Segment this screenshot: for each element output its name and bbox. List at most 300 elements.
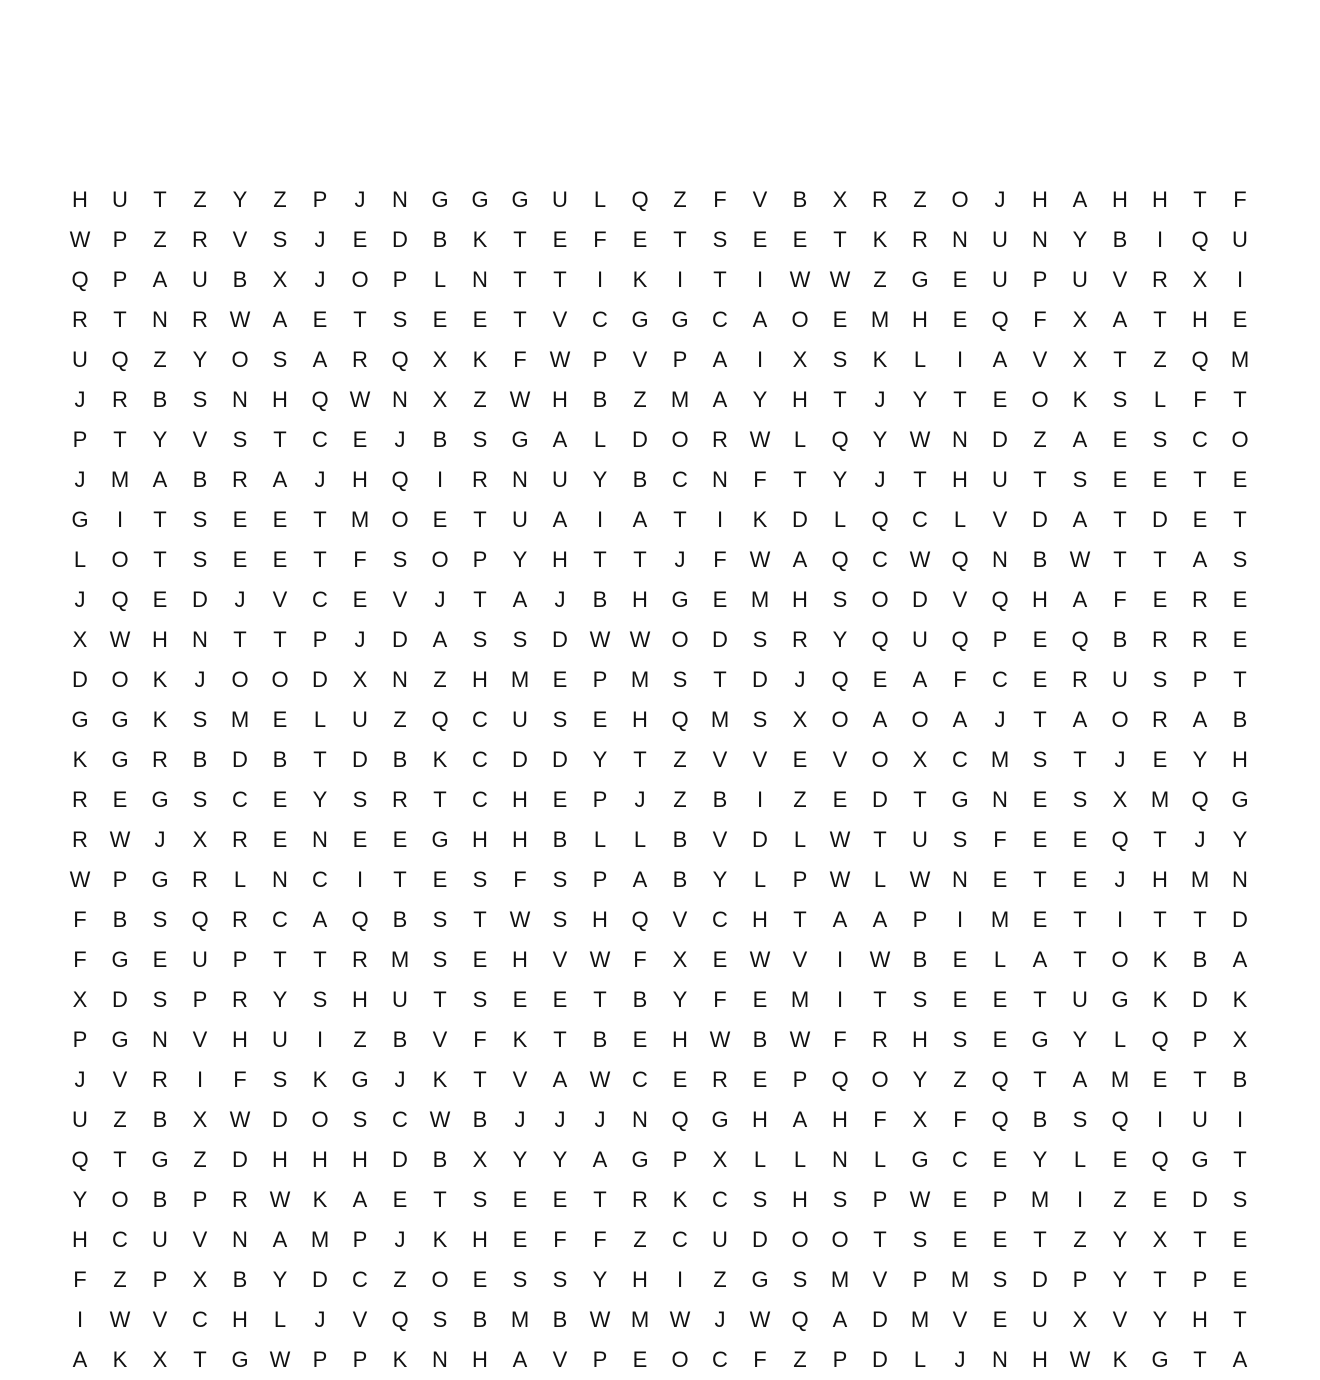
grid-letter[interactable]: T <box>313 507 327 532</box>
grid-letter[interactable]: M <box>1110 1067 1130 1092</box>
grid-letter[interactable]: F <box>1113 587 1127 612</box>
grid-letter[interactable]: N <box>952 227 968 252</box>
grid-letter[interactable]: T <box>273 947 287 972</box>
grid-letter[interactable]: C <box>912 507 928 532</box>
grid-letter[interactable]: W <box>829 267 851 292</box>
grid-letter[interactable]: U <box>1192 1107 1208 1132</box>
grid-letter[interactable]: S <box>992 1267 1008 1292</box>
grid-letter[interactable]: E <box>632 227 648 252</box>
grid-letter[interactable]: K <box>1232 987 1248 1012</box>
grid-letter[interactable]: A <box>152 267 168 292</box>
grid-letter[interactable]: W <box>909 427 931 452</box>
grid-letter[interactable]: E <box>152 947 168 972</box>
grid-letter[interactable]: X <box>472 1147 488 1172</box>
grid-letter[interactable]: X <box>912 1107 928 1132</box>
grid-letter[interactable]: S <box>752 627 768 652</box>
grid-letter[interactable]: Z <box>713 1267 727 1292</box>
grid-letter[interactable]: E <box>1032 627 1048 652</box>
grid-letter[interactable]: F <box>593 1227 607 1252</box>
grid-letter[interactable]: A <box>1192 547 1208 572</box>
grid-letter[interactable]: J <box>394 1067 406 1092</box>
grid-letter[interactable]: E <box>952 987 968 1012</box>
grid-letter[interactable]: T <box>513 227 527 252</box>
grid-letter[interactable]: V <box>552 1347 568 1372</box>
grid-letter[interactable]: T <box>1233 507 1247 532</box>
grid-letter[interactable]: R <box>1152 707 1168 732</box>
grid-letter[interactable]: B <box>752 1027 768 1052</box>
grid-letter[interactable]: D <box>392 227 408 252</box>
grid-letter[interactable]: W <box>589 627 611 652</box>
grid-letter[interactable]: R <box>792 627 808 652</box>
grid-letter[interactable]: Q <box>1191 227 1209 252</box>
grid-letter[interactable]: T <box>553 1027 567 1052</box>
grid-letter[interactable]: R <box>72 787 88 812</box>
grid-letter[interactable]: L <box>953 507 967 532</box>
grid-letter[interactable]: T <box>473 907 487 932</box>
grid-letter[interactable]: O <box>871 747 889 772</box>
grid-letter[interactable]: Q <box>431 707 449 732</box>
grid-letter[interactable]: X <box>712 1147 728 1172</box>
grid-letter[interactable]: N <box>392 387 408 412</box>
grid-letter[interactable]: U <box>72 1107 88 1132</box>
grid-letter[interactable]: E <box>272 707 288 732</box>
grid-letter[interactable]: P <box>392 267 408 292</box>
grid-letter[interactable]: Z <box>673 787 687 812</box>
grid-letter[interactable]: Z <box>193 187 207 212</box>
grid-letter[interactable]: S <box>392 547 408 572</box>
grid-letter[interactable]: Z <box>1113 1187 1127 1212</box>
grid-letter[interactable]: M <box>230 707 250 732</box>
grid-letter[interactable]: Y <box>1152 1307 1168 1332</box>
grid-letter[interactable]: E <box>792 227 808 252</box>
grid-letter[interactable]: O <box>431 1267 449 1292</box>
grid-letter[interactable]: E <box>792 747 808 772</box>
grid-letter[interactable]: B <box>192 747 208 772</box>
grid-letter[interactable]: T <box>1193 187 1207 212</box>
grid-letter[interactable]: E <box>832 307 848 332</box>
grid-letter[interactable]: E <box>992 387 1008 412</box>
grid-letter[interactable]: J <box>714 1307 726 1332</box>
grid-letter[interactable]: E <box>952 1227 968 1252</box>
grid-letter[interactable]: D <box>712 627 728 652</box>
grid-letter[interactable]: H <box>752 1107 768 1132</box>
grid-letter[interactable]: G <box>671 307 689 332</box>
grid-letter[interactable]: M <box>1230 347 1250 372</box>
grid-letter[interactable]: Q <box>71 1147 89 1172</box>
grid-letter[interactable]: V <box>552 947 568 972</box>
grid-letter[interactable]: S <box>1032 747 1048 772</box>
grid-letter[interactable]: F <box>1233 187 1247 212</box>
grid-letter[interactable]: O <box>351 267 369 292</box>
grid-letter[interactable]: U <box>1072 267 1088 292</box>
grid-letter[interactable]: T <box>1153 827 1167 852</box>
grid-letter[interactable]: T <box>193 1347 207 1372</box>
grid-letter[interactable]: Y <box>1072 1027 1088 1052</box>
grid-letter[interactable]: T <box>513 307 527 332</box>
grid-letter[interactable]: A <box>1032 947 1048 972</box>
grid-letter[interactable]: H <box>512 947 528 972</box>
grid-letter[interactable]: B <box>152 1107 168 1132</box>
grid-letter[interactable]: B <box>672 867 688 892</box>
grid-letter[interactable]: E <box>432 867 448 892</box>
grid-letter[interactable]: R <box>152 1067 168 1092</box>
grid-letter[interactable]: E <box>1152 1067 1168 1092</box>
grid-letter[interactable]: A <box>1232 947 1248 972</box>
grid-letter[interactable]: T <box>1193 1067 1207 1092</box>
grid-letter[interactable]: A <box>952 707 968 732</box>
grid-letter[interactable]: W <box>229 307 251 332</box>
grid-letter[interactable]: E <box>352 227 368 252</box>
grid-letter[interactable]: T <box>1033 1227 1047 1252</box>
grid-letter[interactable]: H <box>1112 187 1128 212</box>
grid-letter[interactable]: T <box>1153 907 1167 932</box>
grid-letter[interactable]: A <box>552 1067 568 1092</box>
grid-letter[interactable]: Z <box>353 1027 367 1052</box>
grid-letter[interactable]: H <box>72 187 88 212</box>
grid-letter[interactable]: R <box>72 307 88 332</box>
grid-letter[interactable]: E <box>432 507 448 532</box>
grid-letter[interactable]: O <box>671 1347 689 1372</box>
grid-letter[interactable]: S <box>912 987 928 1012</box>
grid-letter[interactable]: K <box>752 507 768 532</box>
grid-letter[interactable]: G <box>1191 1147 1209 1172</box>
grid-letter[interactable]: E <box>672 1067 688 1092</box>
grid-letter[interactable]: R <box>912 227 928 252</box>
grid-letter[interactable]: T <box>233 627 247 652</box>
grid-letter[interactable]: D <box>232 747 248 772</box>
grid-letter[interactable]: T <box>273 427 287 452</box>
grid-letter[interactable]: H <box>832 1107 848 1132</box>
grid-letter[interactable]: Z <box>113 1267 127 1292</box>
grid-letter[interactable]: C <box>112 1227 128 1252</box>
grid-letter[interactable]: S <box>472 987 488 1012</box>
grid-letter[interactable]: S <box>272 227 288 252</box>
grid-letter[interactable]: V <box>752 747 768 772</box>
grid-letter[interactable]: R <box>872 1027 888 1052</box>
grid-letter[interactable]: A <box>872 707 888 732</box>
grid-letter[interactable]: H <box>792 1187 808 1212</box>
grid-letter[interactable]: B <box>1032 1107 1048 1132</box>
grid-letter[interactable]: L <box>633 827 647 852</box>
grid-letter[interactable]: R <box>712 427 728 452</box>
grid-letter[interactable]: W <box>789 267 811 292</box>
grid-letter[interactable]: E <box>952 267 968 292</box>
grid-letter[interactable]: T <box>273 627 287 652</box>
grid-letter[interactable]: T <box>913 787 927 812</box>
grid-letter[interactable]: R <box>1192 587 1208 612</box>
grid-letter[interactable]: B <box>592 587 608 612</box>
grid-letter[interactable]: Z <box>1073 1227 1087 1252</box>
grid-letter[interactable]: Y <box>712 867 728 892</box>
grid-letter[interactable]: T <box>1153 1267 1167 1292</box>
grid-letter[interactable]: L <box>73 547 87 572</box>
grid-letter[interactable]: C <box>192 1307 208 1332</box>
grid-letter[interactable]: K <box>472 347 488 372</box>
grid-letter[interactable]: Y <box>512 547 528 572</box>
grid-letter[interactable]: T <box>433 787 447 812</box>
grid-letter[interactable]: E <box>632 1347 648 1372</box>
grid-letter[interactable]: Z <box>953 1067 967 1092</box>
grid-letter[interactable]: S <box>152 907 168 932</box>
grid-letter[interactable]: Y <box>752 387 768 412</box>
grid-letter[interactable]: E <box>152 587 168 612</box>
grid-letter[interactable]: E <box>512 1187 528 1212</box>
grid-letter[interactable]: S <box>232 427 248 452</box>
grid-letter[interactable]: J <box>234 587 246 612</box>
grid-letter[interactable]: Y <box>912 1067 928 1092</box>
grid-letter[interactable]: R <box>192 227 208 252</box>
grid-letter[interactable]: A <box>152 467 168 492</box>
grid-letter[interactable]: T <box>833 387 847 412</box>
grid-letter[interactable]: A <box>712 347 728 372</box>
grid-letter[interactable]: F <box>993 827 1007 852</box>
grid-letter[interactable]: P <box>592 347 608 372</box>
grid-letter[interactable]: O <box>311 1107 329 1132</box>
grid-letter[interactable]: O <box>791 1227 809 1252</box>
grid-letter[interactable]: Y <box>552 1147 568 1172</box>
grid-letter[interactable]: T <box>313 547 327 572</box>
grid-letter[interactable]: J <box>194 667 206 692</box>
grid-letter[interactable]: M <box>510 667 530 692</box>
grid-letter[interactable]: C <box>392 1107 408 1132</box>
grid-letter[interactable]: C <box>472 747 488 772</box>
grid-letter[interactable]: L <box>753 867 767 892</box>
grid-letter[interactable]: F <box>73 907 87 932</box>
grid-letter[interactable]: B <box>152 1187 168 1212</box>
grid-letter[interactable]: O <box>911 707 929 732</box>
grid-letter[interactable]: E <box>1152 1187 1168 1212</box>
grid-letter[interactable]: T <box>393 867 407 892</box>
grid-letter[interactable]: H <box>472 1227 488 1252</box>
grid-letter[interactable]: O <box>1031 387 1049 412</box>
grid-letter[interactable]: T <box>593 547 607 572</box>
grid-letter[interactable]: T <box>873 1227 887 1252</box>
grid-letter[interactable]: J <box>74 587 86 612</box>
grid-letter[interactable]: Q <box>1071 627 1089 652</box>
grid-letter[interactable]: R <box>872 187 888 212</box>
grid-letter[interactable]: J <box>794 667 806 692</box>
grid-letter[interactable]: K <box>432 1067 448 1092</box>
grid-letter[interactable]: S <box>912 1227 928 1252</box>
grid-letter[interactable]: X <box>1072 1307 1088 1332</box>
grid-letter[interactable]: T <box>113 1147 127 1172</box>
grid-letter[interactable]: C <box>952 1147 968 1172</box>
grid-letter[interactable]: E <box>992 1227 1008 1252</box>
grid-letter[interactable]: A <box>1072 427 1088 452</box>
grid-letter[interactable]: F <box>513 867 527 892</box>
grid-letter[interactable]: G <box>151 867 169 892</box>
grid-letter[interactable]: L <box>833 507 847 532</box>
grid-letter[interactable]: E <box>272 787 288 812</box>
grid-letter[interactable]: G <box>431 187 449 212</box>
grid-letter[interactable]: M <box>1030 1187 1050 1212</box>
grid-letter[interactable]: Z <box>153 347 167 372</box>
grid-letter[interactable]: L <box>1073 1147 1087 1172</box>
grid-letter[interactable]: O <box>391 507 409 532</box>
grid-letter[interactable]: U <box>992 267 1008 292</box>
grid-letter[interactable]: N <box>992 787 1008 812</box>
grid-letter[interactable]: T <box>353 307 367 332</box>
grid-letter[interactable]: X <box>152 1347 168 1372</box>
grid-letter[interactable]: O <box>871 587 889 612</box>
grid-letter[interactable]: X <box>72 627 88 652</box>
grid-letter[interactable]: P <box>112 267 128 292</box>
grid-letter[interactable]: S <box>1152 427 1168 452</box>
grid-letter[interactable]: D <box>552 627 568 652</box>
grid-letter[interactable]: Q <box>831 427 849 452</box>
grid-letter[interactable]: W <box>269 1187 291 1212</box>
grid-letter[interactable]: P <box>112 227 128 252</box>
grid-letter[interactable]: Y <box>592 467 608 492</box>
grid-letter[interactable]: E <box>1232 587 1248 612</box>
grid-letter[interactable]: M <box>350 507 370 532</box>
grid-letter[interactable]: L <box>793 1147 807 1172</box>
grid-letter[interactable]: T <box>793 907 807 932</box>
grid-letter[interactable]: R <box>1192 627 1208 652</box>
grid-letter[interactable]: S <box>272 347 288 372</box>
grid-letter[interactable]: F <box>73 1267 87 1292</box>
grid-letter[interactable]: J <box>874 387 886 412</box>
grid-letter[interactable]: T <box>633 547 647 572</box>
grid-letter[interactable]: T <box>113 307 127 332</box>
grid-letter[interactable]: E <box>472 947 488 972</box>
grid-letter[interactable]: S <box>472 627 488 652</box>
grid-letter[interactable]: E <box>552 227 568 252</box>
grid-letter[interactable]: D <box>392 1147 408 1172</box>
grid-letter[interactable]: E <box>432 307 448 332</box>
grid-letter[interactable]: P <box>672 1147 688 1172</box>
grid-letter[interactable]: Q <box>831 667 849 692</box>
grid-letter[interactable]: S <box>712 227 728 252</box>
grid-letter[interactable]: T <box>1033 1067 1047 1092</box>
grid-letter[interactable]: L <box>233 867 247 892</box>
grid-letter[interactable]: R <box>232 1187 248 1212</box>
grid-letter[interactable]: C <box>472 707 488 732</box>
grid-letter[interactable]: U <box>912 827 928 852</box>
grid-letter[interactable]: X <box>1112 787 1128 812</box>
grid-letter[interactable]: U <box>1232 227 1248 252</box>
grid-letter[interactable]: I <box>596 507 604 532</box>
grid-letter[interactable]: C <box>312 587 328 612</box>
grid-letter[interactable]: A <box>872 907 888 932</box>
grid-letter[interactable]: S <box>192 787 208 812</box>
grid-letter[interactable]: S <box>192 707 208 732</box>
grid-letter[interactable]: F <box>753 1347 767 1372</box>
grid-letter[interactable]: R <box>112 387 128 412</box>
grid-letter[interactable]: H <box>1152 867 1168 892</box>
grid-letter[interactable]: I <box>356 867 364 892</box>
grid-letter[interactable]: M <box>910 1307 930 1332</box>
grid-letter[interactable]: E <box>552 787 568 812</box>
grid-letter[interactable]: P <box>792 867 808 892</box>
grid-letter[interactable]: Y <box>1032 1147 1048 1172</box>
grid-letter[interactable]: I <box>956 347 964 372</box>
grid-letter[interactable]: J <box>594 1107 606 1132</box>
grid-letter[interactable]: Z <box>913 187 927 212</box>
grid-letter[interactable]: I <box>1156 227 1164 252</box>
grid-letter[interactable]: P <box>352 1347 368 1372</box>
grid-letter[interactable]: P <box>72 427 88 452</box>
grid-letter[interactable]: Y <box>912 387 928 412</box>
grid-letter[interactable]: X <box>192 1267 208 1292</box>
grid-letter[interactable]: Q <box>191 907 209 932</box>
grid-letter[interactable]: A <box>72 1347 88 1372</box>
grid-letter[interactable]: I <box>76 1307 84 1332</box>
grid-letter[interactable]: B <box>392 1027 408 1052</box>
grid-letter[interactable]: B <box>112 907 128 932</box>
grid-letter[interactable]: O <box>671 627 689 652</box>
grid-letter[interactable]: E <box>992 1027 1008 1052</box>
grid-letter[interactable]: T <box>1193 1347 1207 1372</box>
grid-letter[interactable]: S <box>432 907 448 932</box>
grid-letter[interactable]: N <box>1032 227 1048 252</box>
grid-letter[interactable]: N <box>1232 867 1248 892</box>
grid-letter[interactable]: X <box>672 947 688 972</box>
grid-letter[interactable]: A <box>632 507 648 532</box>
grid-letter[interactable]: C <box>712 907 728 932</box>
grid-letter[interactable]: F <box>593 227 607 252</box>
grid-letter[interactable]: W <box>509 387 531 412</box>
grid-letter[interactable]: H <box>912 1027 928 1052</box>
grid-letter[interactable]: L <box>593 427 607 452</box>
grid-letter[interactable]: B <box>672 827 688 852</box>
grid-letter[interactable]: V <box>752 187 768 212</box>
grid-letter[interactable]: V <box>632 347 648 372</box>
grid-letter[interactable]: L <box>593 187 607 212</box>
grid-letter[interactable]: E <box>592 707 608 732</box>
grid-letter[interactable]: I <box>956 907 964 932</box>
grid-letter[interactable]: U <box>992 467 1008 492</box>
grid-letter[interactable]: Z <box>393 1267 407 1292</box>
grid-letter[interactable]: C <box>272 907 288 932</box>
grid-letter[interactable]: K <box>312 1187 328 1212</box>
grid-letter[interactable]: V <box>832 747 848 772</box>
grid-letter[interactable]: M <box>630 1307 650 1332</box>
grid-letter[interactable]: G <box>711 1107 729 1132</box>
grid-letter[interactable]: B <box>392 907 408 932</box>
grid-letter[interactable]: H <box>472 1347 488 1372</box>
grid-letter[interactable]: S <box>352 1107 368 1132</box>
grid-letter[interactable]: Q <box>391 347 409 372</box>
grid-letter[interactable]: B <box>632 467 648 492</box>
grid-letter[interactable]: P <box>992 627 1008 652</box>
grid-letter[interactable]: A <box>912 667 928 692</box>
grid-letter[interactable]: R <box>1072 667 1088 692</box>
grid-letter[interactable]: S <box>752 707 768 732</box>
grid-letter[interactable]: E <box>1232 467 1248 492</box>
grid-letter[interactable]: P <box>1032 267 1048 292</box>
grid-letter[interactable]: D <box>872 787 888 812</box>
grid-letter[interactable]: P <box>592 1347 608 1372</box>
grid-letter[interactable]: Q <box>1191 787 1209 812</box>
grid-letter[interactable]: U <box>152 1227 168 1252</box>
grid-letter[interactable]: A <box>432 627 448 652</box>
grid-letter[interactable]: E <box>272 547 288 572</box>
grid-letter[interactable]: T <box>1073 907 1087 932</box>
grid-letter[interactable]: G <box>951 787 969 812</box>
grid-letter[interactable]: E <box>1192 507 1208 532</box>
grid-letter[interactable]: R <box>632 1187 648 1212</box>
grid-letter[interactable]: L <box>1113 1027 1127 1052</box>
grid-letter[interactable]: B <box>632 987 648 1012</box>
grid-letter[interactable]: N <box>632 1107 648 1132</box>
grid-letter[interactable]: T <box>1033 867 1047 892</box>
grid-letter[interactable]: J <box>314 227 326 252</box>
grid-letter[interactable]: E <box>232 507 248 532</box>
grid-letter[interactable]: Z <box>673 747 687 772</box>
grid-letter[interactable]: E <box>352 587 368 612</box>
grid-letter[interactable]: S <box>552 707 568 732</box>
